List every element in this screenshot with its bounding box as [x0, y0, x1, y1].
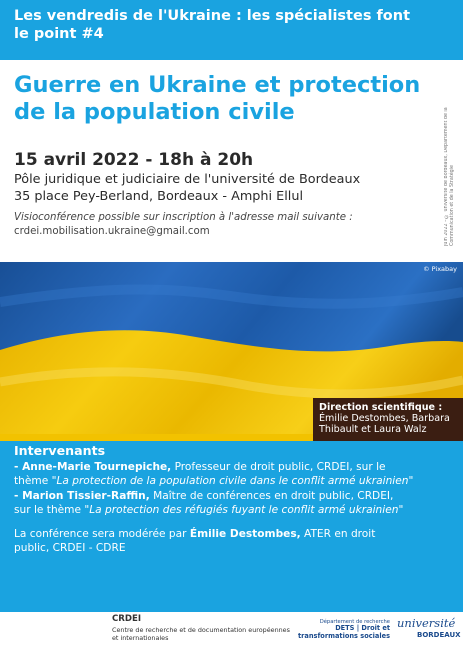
direction-title: Direction scientifique :: [319, 402, 443, 413]
speaker-1-name: - Anne-Marie Tournepiche,: [14, 461, 172, 473]
speaker-1-theme: La protection de la population civile dans le conflit armé ukrainien: [56, 475, 409, 487]
speaker-1-theme-prefix: thème ": [14, 475, 57, 487]
speaker-1-line-2: [14, 474, 454, 488]
dets-name: DETS | Droit et: [335, 624, 390, 632]
speaker-2-role: Maître de conférences en droit public, CRDEI,: [149, 490, 394, 502]
univ-word: université: [397, 616, 456, 630]
univ-city: BORDEAUX: [417, 631, 461, 639]
speaker-2-theme: La protection des réfugiés fuyant le conflit armé ukrainien: [89, 504, 399, 516]
crdei-description: Centre de recherche et de documentation européennes et internationales: [112, 626, 290, 642]
crdei-logo-name: CRDEI: [112, 614, 142, 624]
universite-bordeaux-logo: [393, 614, 461, 648]
moderator-line-1: [14, 527, 454, 541]
speaker-1-line-1: [14, 460, 454, 474]
speaker-2-theme-suffix: ": [398, 504, 404, 516]
venue-line-2: 35 place Pey-Berland, Bordeaux - Amphi Ellul: [14, 189, 304, 204]
venue-line-1: Pôle juridique et judiciaire de l'université de Bordeaux: [14, 172, 361, 187]
moderator-prefix: La conférence sera modérée par: [14, 528, 190, 540]
dets-logo: [270, 619, 390, 640]
series-title: Les vendredis de l'Ukraine : les spécialistes font le point #4: [14, 8, 411, 42]
registration-email[interactable]: crdei.mobilisation.ukraine@gmail.com: [14, 226, 210, 237]
speaker-1-theme-suffix: ": [408, 475, 414, 487]
yellow-stripe: [0, 434, 313, 441]
speaker-2-theme-prefix: sur le thème ": [14, 504, 90, 516]
moderator-name: Émilie Destombes,: [189, 528, 301, 540]
speaker-2-name: - Marion Tissier-Raffin,: [14, 490, 150, 502]
event-title: Guerre en Ukraine et protection de la population civile: [14, 72, 421, 125]
visio-text: Visioconférence possible sur inscription à l'adresse mail suivante :: [14, 212, 353, 223]
speaker-1-role: Professeur de droit public, CRDEI, sur le: [171, 461, 386, 473]
speakers-heading: Intervenants: [14, 443, 106, 458]
dets-label: Département de recherche: [319, 619, 390, 625]
side-credit: Juin 2022 – © université de Bordeaux, Département de la Communication et de la Stratégie: [444, 107, 455, 246]
moderator-role: ATER en droit: [300, 528, 376, 540]
speaker-2-line-2: [14, 503, 454, 517]
moderator-line-2: public, CRDEI - CDRE: [14, 542, 126, 554]
event-date: 15 avril 2022 - 18h à 20h: [14, 150, 254, 170]
direction-names: Émilie Destombes, Barbara Thibault et Laura Walz: [319, 413, 450, 435]
direction-box: [313, 398, 463, 441]
dets-name-2: transformations sociales: [297, 631, 390, 640]
speaker-2-line-1: [14, 489, 454, 503]
photo-credit: © Pixabay: [423, 265, 457, 273]
